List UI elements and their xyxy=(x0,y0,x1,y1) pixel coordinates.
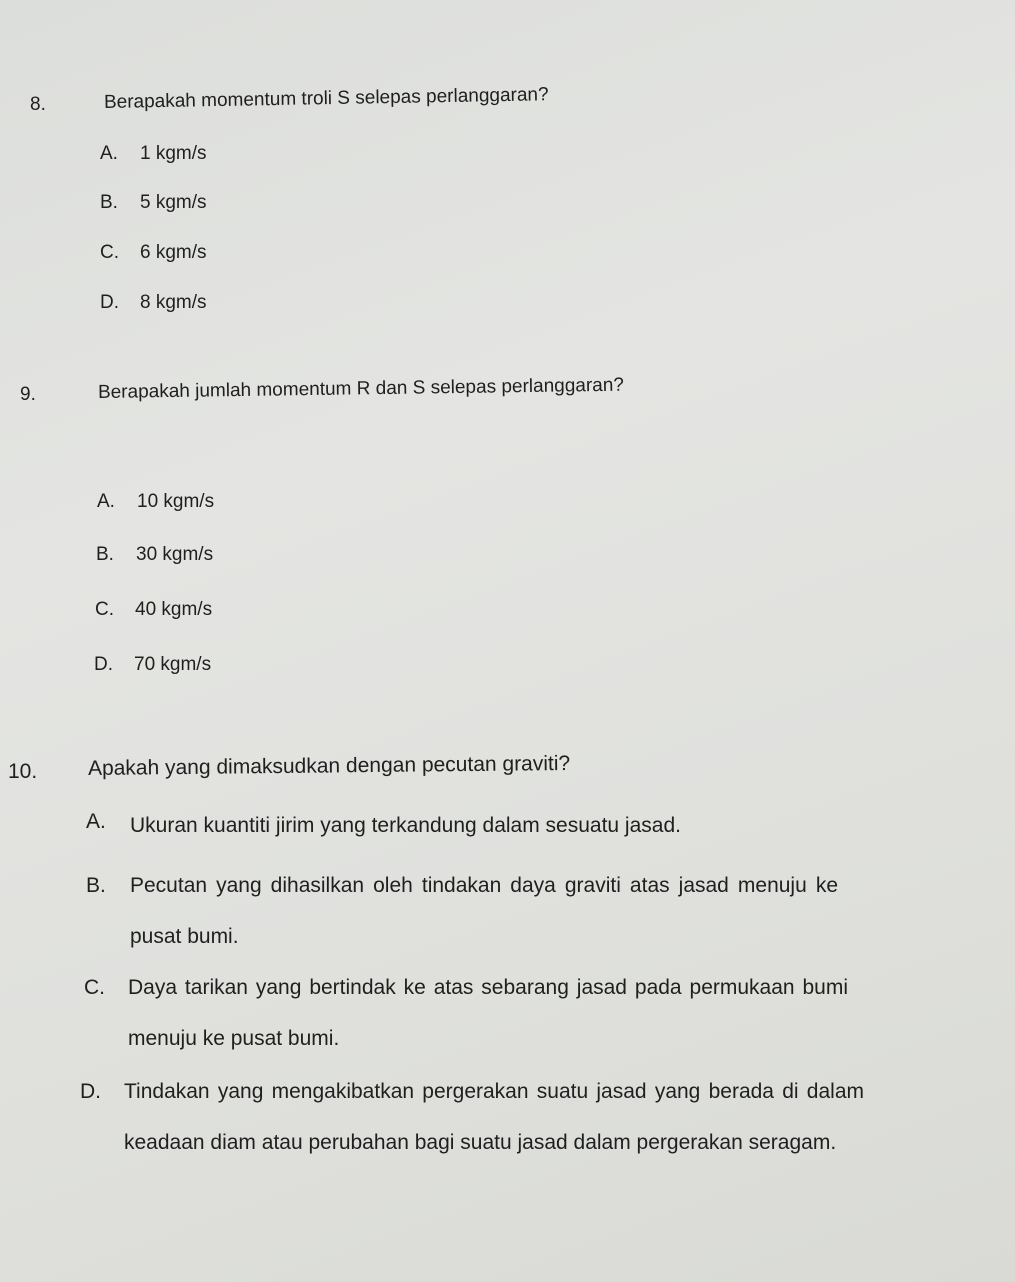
option-d[interactable] xyxy=(100,292,207,314)
option-letter: A. xyxy=(86,810,106,833)
option-letter: A. xyxy=(100,143,118,164)
option-a[interactable] xyxy=(97,491,214,513)
question-text: Berapakah jumlah momentum R dan S selepas perlanggaran? xyxy=(97,374,625,403)
option-letter: C. xyxy=(95,599,114,620)
option-letter: B. xyxy=(100,192,118,213)
option-d[interactable] xyxy=(80,1066,864,1168)
question-number: 10. xyxy=(8,760,38,783)
option-b[interactable] xyxy=(96,544,213,566)
question-number: 8. xyxy=(30,94,46,115)
option-letter: A. xyxy=(97,491,115,512)
option-letter: D. xyxy=(80,1080,101,1103)
question-text: Apakah yang dimaksudkan dengan pecutan graviti? xyxy=(87,751,571,780)
option-letter: D. xyxy=(100,292,119,313)
option-letter: B. xyxy=(96,544,114,565)
option-text: 5 kgm/s xyxy=(140,192,207,213)
option-text: 30 kgm/s xyxy=(136,544,214,565)
option-text: Pecutan yang dihasilkan oleh tindakan daya graviti atas jasad menuju ke pusat bumi. xyxy=(130,874,838,948)
question-number: 9. xyxy=(20,384,36,405)
option-text: Ukuran kuantiti jirim yang terkandung dalam sesuatu jasad. xyxy=(130,814,681,837)
question-text: Berapakah momentum troli S selepas perlanggaran? xyxy=(103,84,549,113)
option-text: 6 kgm/s xyxy=(140,242,207,263)
option-text: 40 kgm/s xyxy=(135,599,213,620)
option-b[interactable] xyxy=(86,860,838,962)
option-c[interactable] xyxy=(95,599,212,621)
option-a[interactable] xyxy=(100,143,207,165)
option-a[interactable] xyxy=(86,800,766,851)
option-c[interactable] xyxy=(84,962,848,1064)
option-text: 8 kgm/s xyxy=(140,292,207,313)
option-b[interactable] xyxy=(100,192,207,214)
option-text: 10 kgm/s xyxy=(137,491,215,512)
option-text: 70 kgm/s xyxy=(134,654,212,675)
option-c[interactable] xyxy=(100,242,207,264)
option-d[interactable] xyxy=(94,654,211,676)
option-text: 1 kgm/s xyxy=(140,143,207,164)
option-letter: B. xyxy=(86,874,106,897)
option-letter: C. xyxy=(100,242,119,263)
option-letter: D. xyxy=(94,654,113,675)
option-text: Daya tarikan yang bertindak ke atas sebarang jasad pada permukaan bumi menuju ke pusat bumi. xyxy=(128,976,848,1050)
option-letter: C. xyxy=(84,976,105,999)
option-text: Tindakan yang mengakibatkan pergerakan suatu jasad yang berada di dalam keadaan diam atau perubahan bagi suatu jasad dalam pergerakan seragam. xyxy=(124,1080,864,1154)
